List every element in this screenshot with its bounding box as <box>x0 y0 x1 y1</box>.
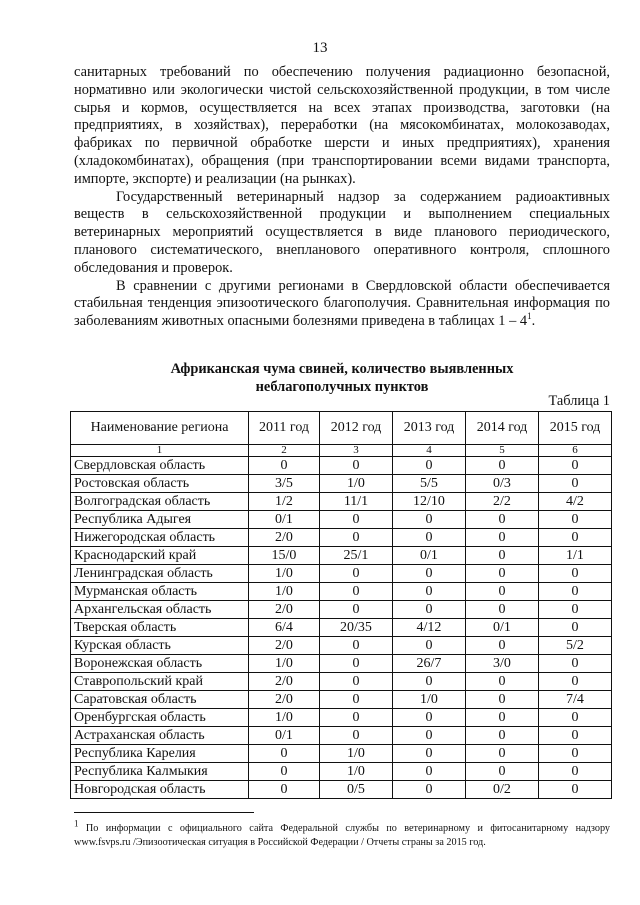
outbreak-count-cell: 0 <box>393 763 466 781</box>
footnote-mark: 1 <box>74 818 79 829</box>
outbreak-count-cell: 0 <box>393 727 466 745</box>
region-name-cell: Волгоградская область <box>71 493 249 511</box>
paragraph-2: Государственный ветеринарный надзор за содержанием радиоактивных веществ в сельскохозяйственной продукции и выполнением специальных ветеринарных мероприятий осуществляется в виде планового периодического, планового систематического, внепланового оперативного контроля, сплошного обследования и проверок. <box>74 188 610 276</box>
region-name-cell: Курская область <box>71 637 249 655</box>
table-row <box>71 565 612 583</box>
footnote-reference: 1 <box>527 311 532 322</box>
outbreak-count-cell: 0/5 <box>320 781 393 799</box>
table-title-line-1: Африканская чума свиней, количество выявленных <box>170 361 514 377</box>
outbreak-count-cell: 0 <box>466 529 539 547</box>
table-title <box>74 361 610 396</box>
paragraph-3 <box>74 278 610 331</box>
outbreak-count-cell: 3/5 <box>249 475 320 493</box>
outbreak-count-cell: 0/1 <box>249 511 320 529</box>
region-name-cell: Мурманская область <box>71 583 249 601</box>
region-name-cell: Оренбургская область <box>71 709 249 727</box>
outbreak-count-cell: 0 <box>393 781 466 799</box>
footnote-text: По информации с официального сайта Федеральной службы по ветеринарному и фитосанитарному надзору www.fsvps.ru /Эпизоотическая ситуация в Российской Федерации / Отчеты страны за 2015 год. <box>74 823 611 848</box>
body-text <box>74 64 610 331</box>
table-row <box>71 547 612 565</box>
page-number: 13 <box>312 40 328 56</box>
outbreak-count-cell: 0 <box>393 745 466 763</box>
paragraph-1: санитарных требований по обеспечению получения радиационно безопасной, нормативно или экологически чистой сельскохозяйственной продукции, в том числе сырья и кормов, осуществляется на всех этапах производства, заготовки (на предприятиях, в хозяйствах), переработки (на мясокомбинатах, молокозаводах, фабриках по первичной обработке шерсти и иных предприятиях), хранения (хладокомбинатах), обращения (при транспортировании всеми видами транспорта, импорте, экспорте) и реализации (на рынках). <box>74 64 610 187</box>
outbreak-count-cell: 0 <box>539 511 612 529</box>
table-row <box>71 583 612 601</box>
outbreak-count-cell: 3/0 <box>466 655 539 673</box>
outbreak-count-cell: 0 <box>393 583 466 601</box>
outbreak-count-cell: 1/1 <box>539 547 612 565</box>
outbreak-count-cell: 0 <box>320 727 393 745</box>
table-row <box>71 619 612 637</box>
outbreak-count-cell: 1/0 <box>249 655 320 673</box>
outbreak-count-cell: 2/0 <box>249 529 320 547</box>
outbreak-count-cell: 1/2 <box>249 493 320 511</box>
outbreak-count-cell: 0 <box>320 655 393 673</box>
table-row <box>71 745 612 763</box>
table-row <box>71 601 612 619</box>
outbreak-count-cell: 0 <box>320 529 393 547</box>
header-year: 2013 год <box>393 412 466 445</box>
table-row <box>71 709 612 727</box>
region-name-cell: Нижегородская область <box>71 529 249 547</box>
table-row <box>71 655 612 673</box>
column-number: 6 <box>539 445 612 457</box>
outbreak-count-cell: 2/0 <box>249 673 320 691</box>
outbreak-count-cell: 0 <box>249 763 320 781</box>
outbreak-count-cell: 20/35 <box>320 619 393 637</box>
outbreak-count-cell: 0 <box>466 745 539 763</box>
outbreak-count-cell: 0 <box>466 511 539 529</box>
outbreak-count-cell: 0/2 <box>466 781 539 799</box>
outbreak-count-cell: 5/2 <box>539 637 612 655</box>
outbreak-count-cell: 2/0 <box>249 691 320 709</box>
footnote <box>74 818 611 850</box>
column-number: 4 <box>393 445 466 457</box>
table-row <box>71 511 612 529</box>
outbreak-count-cell: 26/7 <box>393 655 466 673</box>
outbreak-count-cell: 2/0 <box>249 637 320 655</box>
outbreak-count-cell: 0 <box>466 601 539 619</box>
outbreak-count-cell: 0 <box>539 619 612 637</box>
outbreak-count-cell: 1/0 <box>320 475 393 493</box>
outbreak-count-cell: 1/0 <box>249 565 320 583</box>
outbreak-count-cell: 0 <box>249 457 320 475</box>
outbreak-count-cell: 0/3 <box>466 475 539 493</box>
asf-outbreaks-table <box>70 411 612 799</box>
outbreak-count-cell: 0 <box>466 763 539 781</box>
table-row <box>71 691 612 709</box>
region-name-cell: Республика Карелия <box>71 745 249 763</box>
table-row <box>71 493 612 511</box>
outbreak-count-cell: 0 <box>249 781 320 799</box>
outbreak-count-cell: 0 <box>466 637 539 655</box>
outbreak-count-cell: 0 <box>249 745 320 763</box>
outbreak-count-cell: 0/1 <box>249 727 320 745</box>
table-row <box>71 457 612 475</box>
outbreak-count-cell: 0 <box>466 457 539 475</box>
table-row <box>71 781 612 799</box>
region-name-cell: Республика Калмыкия <box>71 763 249 781</box>
outbreak-count-cell: 0 <box>320 511 393 529</box>
column-number: 2 <box>249 445 320 457</box>
outbreak-count-cell: 0 <box>466 547 539 565</box>
outbreak-count-cell: 0 <box>466 727 539 745</box>
outbreak-count-cell: 6/4 <box>249 619 320 637</box>
outbreak-count-cell: 0 <box>539 601 612 619</box>
region-name-cell: Республика Адыгея <box>71 511 249 529</box>
region-name-cell: Астраханская область <box>71 727 249 745</box>
outbreak-count-cell: 0 <box>393 709 466 727</box>
header-year: 2014 год <box>466 412 539 445</box>
outbreak-count-cell: 0 <box>539 565 612 583</box>
column-number: 1 <box>71 445 249 457</box>
outbreak-count-cell: 0 <box>320 565 393 583</box>
outbreak-count-cell: 0 <box>466 673 539 691</box>
paragraph-3-end: . <box>531 313 536 330</box>
outbreak-count-cell: 0 <box>466 709 539 727</box>
outbreak-count-cell: 0 <box>320 457 393 475</box>
outbreak-count-cell: 4/12 <box>393 619 466 637</box>
outbreak-count-cell: 11/1 <box>320 493 393 511</box>
column-number: 3 <box>320 445 393 457</box>
outbreak-count-cell: 0 <box>320 691 393 709</box>
outbreak-count-cell: 0 <box>393 673 466 691</box>
outbreak-count-cell: 0 <box>466 691 539 709</box>
region-name-cell: Тверская область <box>71 619 249 637</box>
outbreak-count-cell: 0 <box>393 565 466 583</box>
outbreak-count-cell: 1/0 <box>249 583 320 601</box>
outbreak-count-cell: 0 <box>393 601 466 619</box>
column-number: 5 <box>466 445 539 457</box>
outbreak-count-cell: 0 <box>539 709 612 727</box>
region-name-cell: Ленинградская область <box>71 565 249 583</box>
outbreak-count-cell: 0 <box>539 529 612 547</box>
region-name-cell: Саратовская область <box>71 691 249 709</box>
outbreak-count-cell: 0 <box>320 637 393 655</box>
header-year: 2011 год <box>249 412 320 445</box>
footnote-divider <box>74 812 254 813</box>
header-year: 2012 год <box>320 412 393 445</box>
outbreak-count-cell: 2/0 <box>249 601 320 619</box>
outbreak-count-cell: 15/0 <box>249 547 320 565</box>
outbreak-count-cell: 0 <box>320 583 393 601</box>
table-row <box>71 637 612 655</box>
outbreak-count-cell: 0 <box>393 529 466 547</box>
region-name-cell: Ставропольский край <box>71 673 249 691</box>
outbreak-count-cell: 0 <box>539 673 612 691</box>
outbreak-count-cell: 0 <box>393 457 466 475</box>
table-row <box>71 763 612 781</box>
table-column-number-row <box>71 445 612 457</box>
header-year: 2015 год <box>539 412 612 445</box>
table-row <box>71 529 612 547</box>
table-row <box>71 673 612 691</box>
outbreak-count-cell: 0/1 <box>393 547 466 565</box>
region-name-cell: Свердловская область <box>71 457 249 475</box>
outbreak-count-cell: 0 <box>539 475 612 493</box>
table-label: Таблица 1 <box>548 393 610 409</box>
table-row <box>71 727 612 745</box>
outbreak-count-cell: 0 <box>393 511 466 529</box>
outbreak-count-cell: 0 <box>539 727 612 745</box>
table-row <box>71 475 612 493</box>
outbreak-count-cell: 0 <box>539 745 612 763</box>
outbreak-count-cell: 0 <box>539 763 612 781</box>
outbreak-count-cell: 0 <box>320 601 393 619</box>
paragraph-3-text: В сравнении с другими регионами в Свердловской области обеспечивается стабильная тенденция эпизоотического благополучия. Сравнительная информация по заболеваниям животных опасными болезнями приведена в таблицах 1 – 4 <box>74 277 610 330</box>
table-body <box>71 457 612 799</box>
outbreak-count-cell: 7/4 <box>539 691 612 709</box>
outbreak-count-cell: 1/0 <box>320 745 393 763</box>
outbreak-count-cell: 12/10 <box>393 493 466 511</box>
outbreak-count-cell: 1/0 <box>320 763 393 781</box>
outbreak-count-cell: 0 <box>539 655 612 673</box>
header-region: Наименование региона <box>71 412 249 445</box>
region-name-cell: Ростовская область <box>71 475 249 493</box>
outbreak-count-cell: 0 <box>539 781 612 799</box>
outbreak-count-cell: 0 <box>466 583 539 601</box>
outbreak-count-cell: 2/2 <box>466 493 539 511</box>
outbreak-count-cell: 4/2 <box>539 493 612 511</box>
table-header-row <box>71 412 612 445</box>
outbreak-count-cell: 1/0 <box>249 709 320 727</box>
outbreak-count-cell: 0 <box>320 673 393 691</box>
region-name-cell: Архангельская область <box>71 601 249 619</box>
outbreak-count-cell: 0 <box>539 583 612 601</box>
outbreak-count-cell: 0 <box>466 565 539 583</box>
outbreak-count-cell: 5/5 <box>393 475 466 493</box>
region-name-cell: Новгородская область <box>71 781 249 799</box>
table-title-line-2: неблагополучных пунктов <box>255 378 429 395</box>
outbreak-count-cell: 0 <box>539 457 612 475</box>
outbreak-count-cell: 25/1 <box>320 547 393 565</box>
outbreak-count-cell: 0/1 <box>466 619 539 637</box>
region-name-cell: Краснодарский край <box>71 547 249 565</box>
outbreak-count-cell: 0 <box>393 637 466 655</box>
outbreak-count-cell: 0 <box>320 709 393 727</box>
outbreak-count-cell: 1/0 <box>393 691 466 709</box>
region-name-cell: Воронежская область <box>71 655 249 673</box>
